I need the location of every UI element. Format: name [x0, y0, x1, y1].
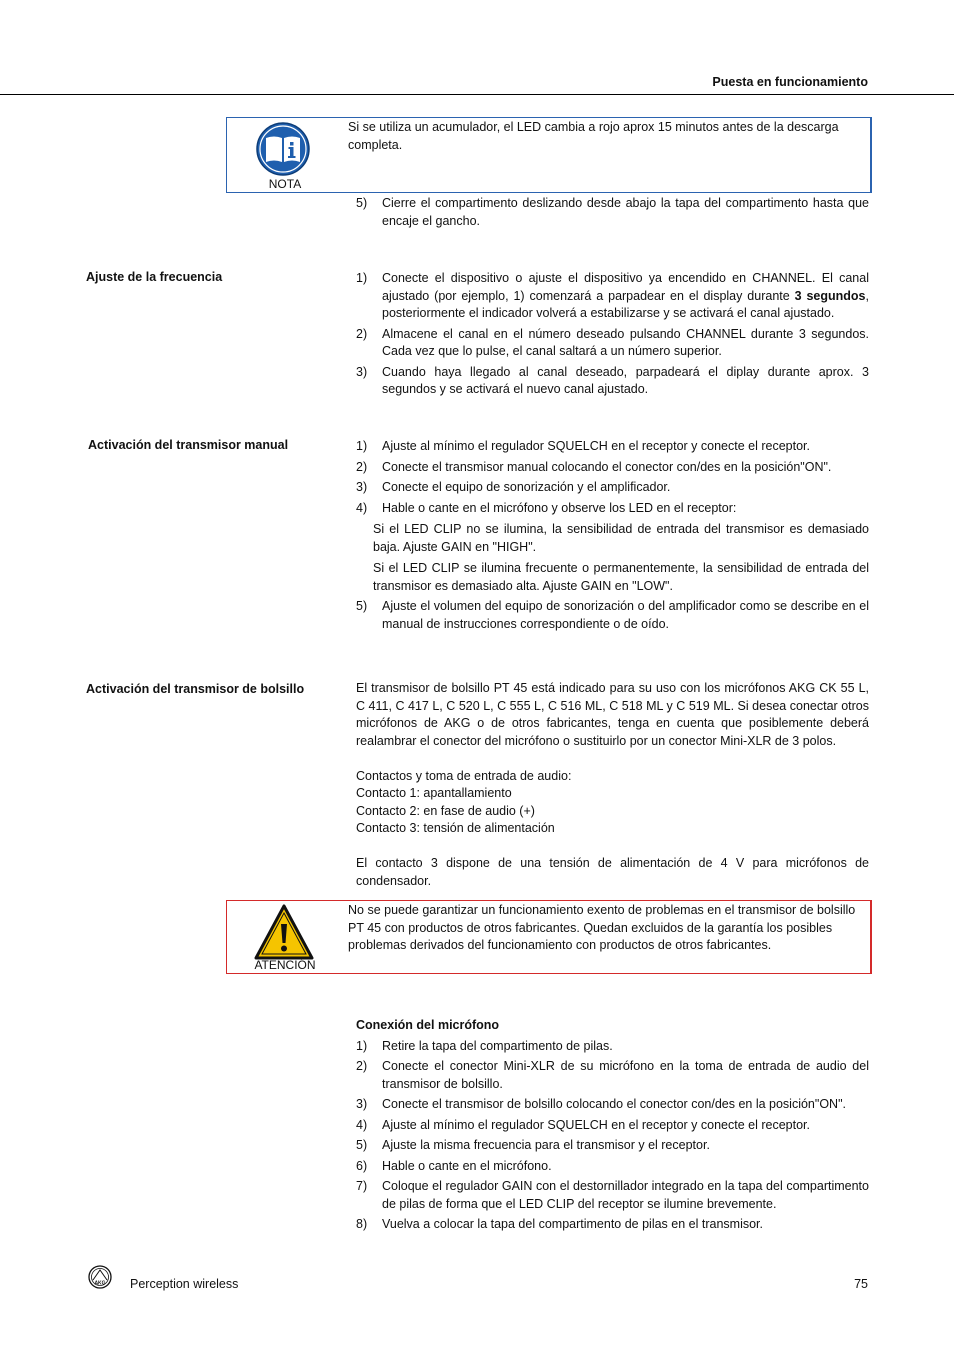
list-item [356, 326, 869, 361]
frequency-steps [356, 270, 869, 399]
step-number: 5) [356, 196, 368, 210]
list-item [356, 459, 869, 477]
step-number: 3) [356, 1097, 368, 1111]
step-text: Conecte el dispositivo o ajuste el dispositivo ya encendido en CHANNEL. El canal ajustado (por ejemplo, 1) comenzará a parpadear en el display durante [382, 271, 869, 303]
step-number: 3) [356, 480, 368, 494]
footer-product: Perception wireless [130, 1277, 239, 1291]
sub-note-low-sensitivity: Si el LED CLIP no se ilumina, la sensibilidad de entrada del transmisor es demasiado baja. Ajuste GAIN en "HIGH". [373, 522, 869, 554]
pocket-supply-text: El contacto 3 dispone de una tensión de alimentación de 4 V para micrófonos de condensador. [356, 856, 869, 888]
step-text: Ajuste el volumen del equipo de sonorización o del amplificador como se describe en el manual de instrucciones correspondiente o de oído. [382, 599, 869, 631]
step-text: Hable o cante en el micrófono. [382, 1158, 552, 1173]
step-text: Conecte el transmisor de bolsillo colocando el conector con/des en la posición"ON". [382, 1097, 846, 1111]
list-item [356, 1117, 869, 1135]
contacts-line: Contactos y toma de entrada de audio: [356, 768, 572, 783]
step-number: 7) [356, 1179, 368, 1193]
akg-logo [88, 1265, 112, 1289]
list-item [356, 1158, 869, 1176]
step-text: , posteriormente el indicador volverá a estabilizarse y se activará el canal ajustado. [382, 288, 869, 320]
page-number: 75 [854, 1277, 868, 1291]
section-heading-pocket: Activación del transmisor de bolsillo [86, 682, 305, 696]
step-number: 5) [356, 599, 368, 613]
step-text: Ajuste al mínimo el regulador SQUELCH en el receptor y conecte el receptor. [382, 439, 810, 453]
note-box [226, 117, 872, 193]
step-number: 2) [356, 1059, 368, 1073]
warning-label: ATENCIÓN [254, 958, 316, 972]
step-text: Conecte el conector Mini-XLR de su micrófono en la toma de entrada de audio del transmisor de bolsillo. [382, 1059, 869, 1091]
list-item [356, 1216, 869, 1234]
step-number: 2) [356, 459, 368, 474]
list-item [356, 479, 869, 497]
list-item [356, 1178, 869, 1213]
step-text: Vuelva a colocar la tapa del compartimento de pilas en el transmisor. [382, 1217, 763, 1231]
step-text: Coloque el regulador GAIN con el destornillador integrado en la tapa del compartimento de pilas de forma que el LED CLIP del receptor se ilumine brevemente. [382, 1179, 869, 1211]
list-item [356, 1038, 869, 1056]
pocket-body [356, 680, 869, 890]
contacts-line: Contacto 1: apantallamiento [356, 786, 512, 800]
info-book-icon [255, 121, 311, 177]
step-text: Retire la tapa del compartimento de pilas. [382, 1038, 613, 1053]
list-item [356, 1137, 869, 1155]
list-item [356, 270, 869, 323]
list-item [356, 1058, 869, 1093]
step-number: 4) [356, 500, 368, 515]
step-text: Ajuste la misma frecuencia para el transmisor y el receptor. [382, 1138, 710, 1152]
step-number: 1) [356, 271, 368, 285]
header-rule [0, 94, 954, 95]
step-text: Ajuste al mínimo el regulador SQUELCH en el receptor y conecte el receptor. [382, 1117, 810, 1132]
warning-triangle-icon [253, 904, 315, 960]
step-text: Hable o cante en el micrófono y observe los LED en el receptor: [382, 500, 737, 515]
mic-section [356, 1017, 869, 1234]
step-number: 2) [356, 326, 368, 341]
sub-note-high-sensitivity: Si el LED CLIP se ilumina frecuente o permanentemente, la sensibilidad de entrada del transmisor es demasiado alta. Ajuste GAIN en "LOW". [373, 561, 869, 593]
note-text: Si se utiliza un acumulador, el LED cambia a rojo aprox 15 minutos antes de la descarga completa. [348, 120, 839, 152]
section-heading-mic: Conexión del micrófono [356, 1018, 500, 1032]
step-text: Conecte el transmisor manual colocando el conector con/des en la posición"ON". [382, 459, 832, 474]
step-text: Cierre el compartimento deslizando desde abajo la tapa del compartimento hasta que encaje el gancho. [382, 196, 869, 228]
step-text: Almacene el canal en el número deseado pulsando CHANNEL durante 3 segundos. Cada vez que lo pulse, el canal saltará a un número superior. [382, 326, 869, 358]
list-item [356, 598, 869, 633]
list-item [356, 500, 869, 518]
page-header-title: Puesta en funcionamiento [712, 75, 868, 89]
close-compartment-step [356, 195, 869, 230]
contacts-line: Contacto 2: en fase de audio (+) [356, 803, 535, 818]
step-number: 5) [356, 1138, 368, 1152]
logo-text: AKG [94, 1280, 106, 1287]
step-number: 6) [356, 1158, 368, 1173]
manual-steps [356, 438, 869, 633]
step-number: 1) [356, 439, 368, 453]
pocket-intro: El transmisor de bolsillo PT 45 está indicado para su uso con los micrófonos AKG CK 55 L, C 411, C 417 L, C 520 L, C 555 L, C 516 ML, C 518 ML y C 519 ML. Si desea conectar otros micrófonos de AKG o de otros fabricantes, tenga en cuenta que posiblemente deberá realambrar el conector del micrófono o sustituirlo por un conector Mini-XLR de 3 polos. [356, 681, 869, 748]
step-number: 3) [356, 364, 368, 379]
step-text: Conecte el equipo de sonorización y el amplificador. [382, 480, 671, 494]
warning-text: No se puede garantizar un funcionamiento exento de problemas en el transmisor de bolsillo PT 45 con productos de otros fabricantes. Quedan excluidos de la garantía los posibles problemas derivados del funcionamiento con productos de otros fabricantes. [348, 903, 856, 952]
note-label: NOTA [268, 177, 302, 191]
step-number: 1) [356, 1038, 368, 1053]
step-text-bold: 3 segundos [794, 288, 866, 303]
step-text: Cuando haya llegado al canal deseado, parpadeará el diplay durante aprox. 3 segundos y se activará el nuevo canal ajustado. [382, 364, 869, 396]
step-number: 8) [356, 1217, 368, 1231]
list-item [356, 1096, 869, 1114]
contacts-line: Contacto 3: tensión de alimentación [356, 821, 555, 835]
warning-box [226, 900, 872, 974]
step-number: 4) [356, 1117, 368, 1132]
section-heading-frequency: Ajuste de la frecuencia [86, 270, 223, 284]
list-item [356, 364, 869, 399]
section-heading-manual: Activación del transmisor manual [88, 438, 289, 452]
list-item [356, 438, 869, 456]
